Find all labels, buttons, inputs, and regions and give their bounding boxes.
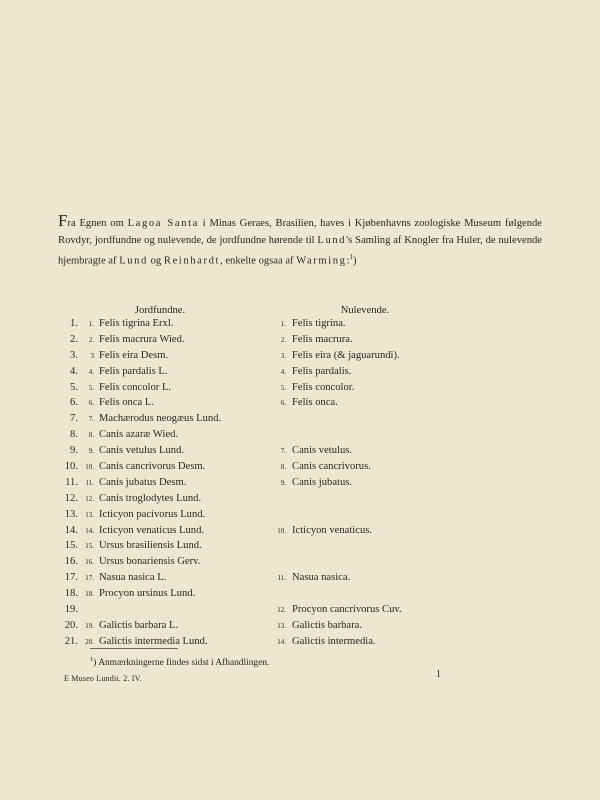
row-number: 14. — [64, 524, 78, 536]
fossil-number: 18. — [85, 590, 94, 599]
table-row — [0, 429, 600, 445]
fossil-species: Icticyon venaticus Lund. — [99, 524, 205, 536]
page-number: 1 — [436, 669, 441, 680]
living-species: Felis pardalis. — [292, 365, 352, 377]
intro-text-5: , enkelte ogsaa af — [220, 255, 297, 267]
intro-reinhardt: Reinhardt — [163, 255, 221, 267]
row-number: 1. — [70, 318, 78, 329]
table-row — [0, 445, 600, 461]
intro-text-1: ra Egnen om — [67, 218, 128, 229]
fossil-species: Felis macrura Wied. — [99, 333, 185, 345]
table-row — [0, 525, 600, 541]
living-species: Canis vetulus. — [292, 445, 353, 457]
fossil-number: 7. — [88, 415, 94, 424]
living-species: Felis onca. — [292, 397, 338, 409]
living-number: 2. — [280, 335, 286, 344]
table-row — [0, 604, 600, 620]
fossil-species: Galictis intermedia Lund. — [99, 635, 208, 647]
living-species: Galictis intermedia. — [292, 635, 376, 647]
table-row — [0, 477, 600, 493]
fossil-number: 2. — [88, 335, 94, 344]
living-species: Nasua nasica. — [292, 572, 351, 584]
fossil-species: Canis azaræ Wied. — [99, 429, 179, 441]
row-number: 21. — [64, 635, 78, 647]
fossil-species: Procyon ursinus Lund. — [99, 588, 196, 600]
fossil-number: 9. — [88, 447, 94, 456]
fossil-number: 3 — [90, 351, 94, 360]
row-number: 10. — [64, 461, 78, 473]
intro-paragraph — [58, 211, 542, 270]
footnote-text: ) Anmærkningerne findes sidst i Afhandlingen. — [93, 658, 270, 669]
table-row — [0, 366, 600, 382]
row-number: 5. — [70, 381, 78, 393]
intro-text-7: ) — [353, 255, 357, 267]
row-number: 8. — [70, 429, 78, 441]
intro-footnote-mark: 1 — [349, 253, 354, 261]
fossil-number: 5. — [88, 383, 94, 392]
table-row — [0, 461, 600, 477]
intro-warming: Warming — [296, 255, 347, 267]
fossil-species: Machærodus neogæus Lund. — [99, 413, 222, 425]
fossil-species: Felis concolor L. — [99, 381, 172, 393]
fossil-number: 11. — [85, 478, 94, 487]
table-row — [0, 556, 600, 572]
living-number: 8. — [280, 463, 286, 472]
fossil-number: 14. — [85, 526, 94, 535]
row-number: 6. — [70, 397, 78, 409]
living-number: 3. — [280, 351, 286, 360]
footnote-mark: 1 — [90, 656, 94, 663]
row-number: 4. — [70, 365, 78, 377]
table-row — [0, 334, 600, 350]
table-row — [0, 572, 600, 588]
footnote-rule — [90, 648, 178, 649]
fossil-number: 19. — [85, 621, 94, 630]
row-number: 17. — [64, 572, 78, 584]
living-number: 12. — [277, 606, 286, 615]
row-number: 18. — [64, 588, 78, 600]
row-number: 2. — [70, 333, 78, 345]
fossil-species: Felis eira Desm. — [99, 349, 169, 361]
row-number: 7. — [70, 413, 78, 425]
fossil-number: 15. — [85, 542, 94, 551]
intro-text-4: og — [147, 255, 164, 267]
heading-living: Nulevende. — [340, 305, 390, 316]
living-species: Felis concolor. — [292, 381, 355, 393]
fossil-number: 13. — [85, 510, 94, 519]
table-row — [0, 413, 600, 429]
footnote — [90, 656, 269, 668]
table-row — [0, 540, 600, 556]
table-row — [0, 620, 600, 636]
living-number: 11. — [277, 574, 286, 583]
fossil-number: 8. — [88, 431, 94, 440]
row-number: 13. — [64, 508, 78, 520]
living-species: Canis cancrivorus. — [292, 461, 371, 473]
row-number: 19. — [64, 604, 78, 616]
intro-text-3: 's Samling af Knogler fra Huler, de nulevende hjembragte af — [58, 234, 542, 267]
drop-initial: F — [58, 211, 68, 230]
fossil-species: Canis cancrivorus Desm. — [99, 461, 206, 473]
row-number: 11. — [65, 476, 78, 488]
living-species: Galictis barbara. — [292, 619, 363, 631]
living-species: Canis jubatus. — [292, 476, 353, 488]
species-list — [0, 318, 600, 652]
living-number: 7. — [280, 447, 286, 456]
fossil-number: 1. — [88, 320, 94, 328]
row-number: 20. — [64, 619, 78, 631]
living-number: 14. — [277, 637, 286, 646]
intro-lund: Lund — [317, 234, 347, 246]
living-species: Procyon cancrivorus Cuv. — [292, 604, 402, 616]
fossil-species: Canis vetulus Lund. — [99, 445, 185, 457]
living-species: Icticyon venaticus. — [292, 524, 373, 536]
intro-text-6: : — [346, 255, 350, 267]
table-row — [0, 397, 600, 413]
living-number: 1. — [280, 320, 286, 328]
fossil-number: 17. — [85, 574, 94, 583]
fossil-number: 12. — [85, 494, 94, 503]
living-number: 10. — [277, 526, 286, 535]
intro-lund-2: Lund — [119, 255, 148, 267]
fossil-number: 16. — [85, 558, 94, 567]
imprint: E Museo Lundii. 2. IV. — [64, 674, 142, 683]
living-number: 13. — [277, 621, 286, 630]
living-species: Felis eira (& jaguarundi). — [292, 349, 400, 361]
fossil-species: Ursus bonariensis Gerv. — [99, 556, 201, 568]
table-row — [0, 382, 600, 398]
living-number: 6. — [280, 399, 286, 408]
table-row — [0, 350, 600, 366]
living-number: 4. — [280, 367, 286, 376]
table-row — [0, 493, 600, 509]
fossil-species: Felis tigrina Erxl. — [99, 318, 174, 329]
intro-place: Lagoa Santa — [127, 218, 199, 229]
row-number: 12. — [64, 492, 78, 504]
fossil-species: Felis onca L. — [99, 397, 155, 409]
heading-fossil: Jordfundne. — [134, 305, 186, 316]
row-number: 3. — [70, 349, 78, 361]
fossil-species: Canis jubatus Desm. — [99, 476, 187, 488]
fossil-number: 10. — [85, 463, 94, 472]
intro-text-2: i Minas Geraes, Brasilien, haves i Kjøbenhavns zoologiske Museum følgende Rovdyr, jordfundne og nulevende, de jordfundne hørende til — [58, 218, 542, 246]
fossil-number: 4. — [88, 367, 94, 376]
table-row — [0, 588, 600, 604]
living-species: Felis macrura. — [292, 333, 353, 345]
fossil-species: Galictis barbara L. — [99, 619, 179, 631]
living-number: 5. — [280, 383, 286, 392]
living-species: Felis tigrina. — [292, 318, 346, 329]
row-number: 16. — [64, 556, 78, 568]
fossil-species: Felis pardalis L. — [99, 365, 168, 377]
fossil-species: Canis troglodytes Lund. — [99, 492, 202, 504]
living-number: 9. — [280, 478, 286, 487]
fossil-number: 20. — [85, 637, 94, 646]
table-row — [0, 636, 600, 652]
fossil-number: 6. — [88, 399, 94, 408]
fossil-species: Icticyon pacivorus Lund. — [99, 508, 206, 520]
row-number: 15. — [64, 540, 78, 552]
table-row — [0, 318, 600, 334]
table-row — [0, 509, 600, 525]
row-number: 9. — [70, 445, 78, 457]
fossil-species: Nasua nasica L. — [99, 572, 167, 584]
fossil-species: Ursus brasiliensis Lund. — [99, 540, 202, 552]
